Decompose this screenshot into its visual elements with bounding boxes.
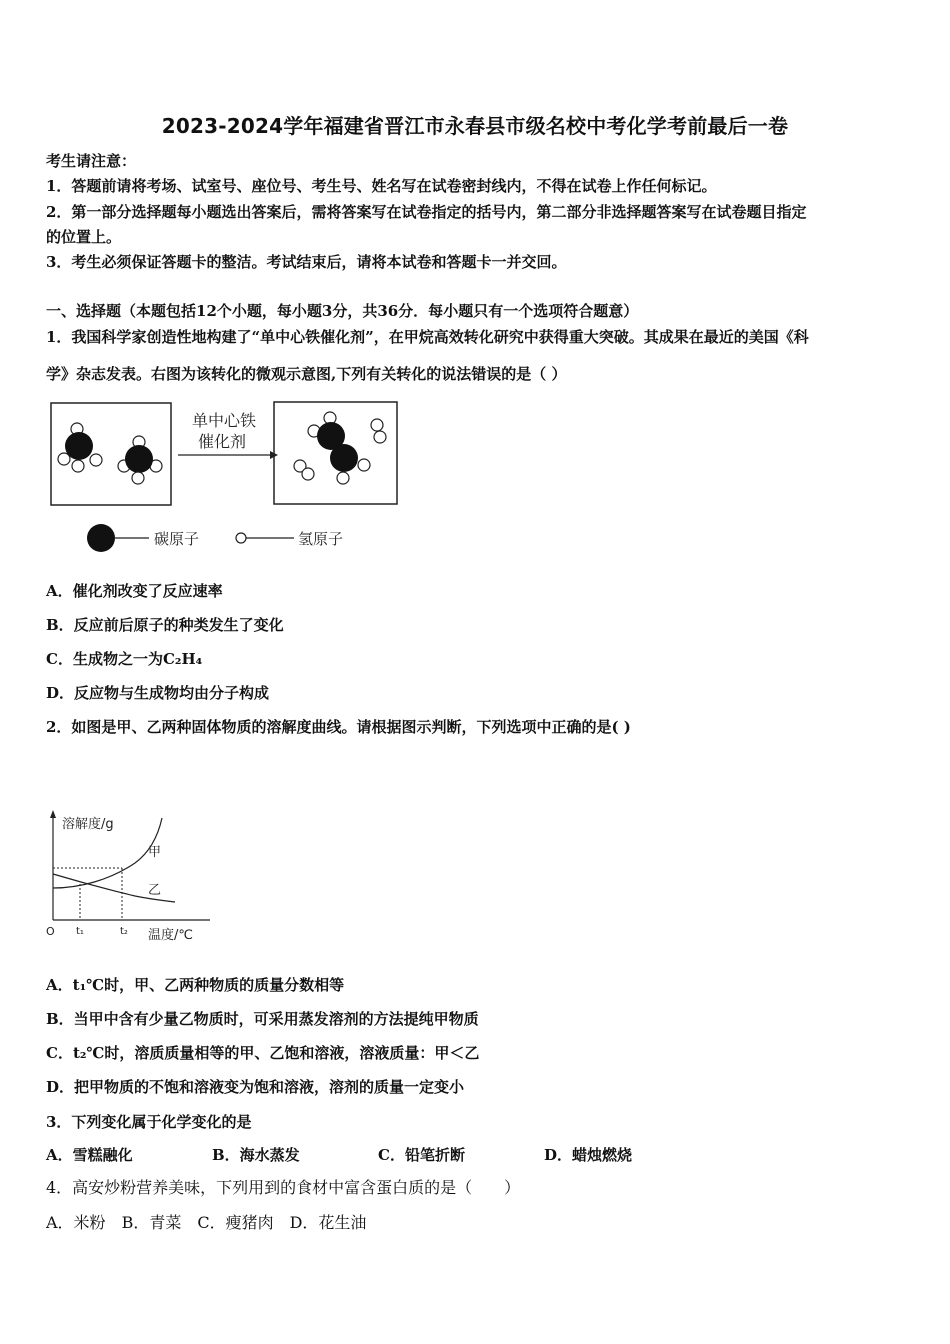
q2-option-b: B．当甲中含有少量乙物质时，可采用蒸发溶剂的方法提纯甲物质 xyxy=(46,1010,479,1028)
q4-option-d: D．花生油 xyxy=(289,1213,367,1232)
hydrogen-molecule-2 xyxy=(294,460,314,480)
origin-label: O xyxy=(46,925,55,938)
curve-jia-label: 甲 xyxy=(148,845,162,860)
q1-option-c: C．生成物之一为C₂H₄ xyxy=(46,650,203,668)
q1-reaction-diagram xyxy=(46,398,416,558)
carbon-legend-icon xyxy=(87,524,115,552)
q2-option-d: D．把甲物质的不饱和溶液变为饱和溶液，溶剂的质量一定变小 xyxy=(46,1078,465,1096)
methane-molecule-1 xyxy=(58,423,102,472)
legend-carbon-label: 碳原子 xyxy=(154,530,200,548)
q3-option-c: C．铅笔折断 xyxy=(378,1146,465,1164)
t2-label: t₂ xyxy=(120,926,128,937)
notice-heading: 考生请注意： xyxy=(46,152,137,170)
section-heading: 一、选择题（本题包括12个小题，每小题3分，共36分．每小题只有一个选项符合题意） xyxy=(46,302,639,320)
arrow-label-1: 单中心铁 xyxy=(192,411,257,430)
q3-option-d: D．蜡烛燃烧 xyxy=(544,1146,633,1164)
q1-option-b: B．反应前后原子的种类发生了变化 xyxy=(46,616,284,634)
ethylene-molecule xyxy=(308,412,370,484)
q1-stem-line1: 1．我国科学家创造性地构建了“单中心铁催化剂”，在甲烷高效转化研究中获得重大突破。其成果在最近的美国《科 xyxy=(46,328,809,346)
q1-option-d: D．反应物与生成物均由分子构成 xyxy=(46,684,270,702)
q2-option-a: A．t₁℃时，甲、乙两种物质的质量分数相等 xyxy=(46,976,345,994)
t1-label: t₁ xyxy=(76,926,84,937)
q4-option-c: C．瘦猪肉 xyxy=(197,1213,274,1232)
q4-options xyxy=(46,1212,914,1234)
q3-option-a: A．雪糕融化 xyxy=(46,1146,133,1164)
notice-item-1: 1．答题前请将考场、试室号、座位号、考生号、姓名写在试卷密封线内，不得在试卷上作任何标记。 xyxy=(46,177,717,195)
hydrogen-molecule-1 xyxy=(371,419,386,443)
notice-item-2: 2．第一部分选择题每小题选出答案后，需将答案写在试卷指定的括号内，第二部分非选择题答案写在试卷题目指定 xyxy=(46,203,807,221)
notice-item-3: 3．考生必须保证答题卡的整洁。考试结束后，请将本试卷和答题卡一并交回。 xyxy=(46,253,567,271)
arrow-label-2: 催化剂 xyxy=(198,432,247,451)
curve-yi-label: 乙 xyxy=(148,883,162,898)
hydrogen-legend-icon xyxy=(236,533,246,543)
q1-stem-line2: 学》杂志发表。右图为该转化的微观示意图,下列有关转化的说法错误的是（ ） xyxy=(46,365,567,383)
q2-option-c: C．t₂℃时，溶质质量相等的甲、乙饱和溶液，溶液质量：甲＜乙 xyxy=(46,1044,480,1062)
page-title: 2023-2024学年福建省晋江市永春县市级名校中考化学考前最后一卷 xyxy=(161,114,789,138)
q2-solubility-chart xyxy=(40,808,215,948)
q4-option-a: A．米粉 xyxy=(46,1213,106,1232)
q3-stem: 3．下列变化属于化学变化的是 xyxy=(46,1113,252,1131)
notice-item-2-cont: 的位置上。 xyxy=(46,228,122,246)
q1-option-a: A．催化剂改变了反应速率 xyxy=(46,582,223,600)
q2-stem: 2．如图是甲、乙两种固体物质的溶解度曲线。请根据图示判断，下列选项中正确的是( ) xyxy=(46,718,631,736)
y-axis-label: 溶解度/g xyxy=(62,817,114,832)
q4-option-b: B．青菜 xyxy=(121,1213,182,1232)
q3-options xyxy=(46,1144,914,1166)
q3-option-b: B．海水蒸发 xyxy=(212,1146,300,1164)
methane-molecule-2 xyxy=(118,436,162,484)
q4-stem: 4．高安炒粉营养美味，下列用到的食材中富含蛋白质的是（ ） xyxy=(46,1178,521,1197)
x-axis-label: 温度/℃ xyxy=(148,928,193,943)
legend-hydrogen-label: 氢原子 xyxy=(298,530,344,548)
